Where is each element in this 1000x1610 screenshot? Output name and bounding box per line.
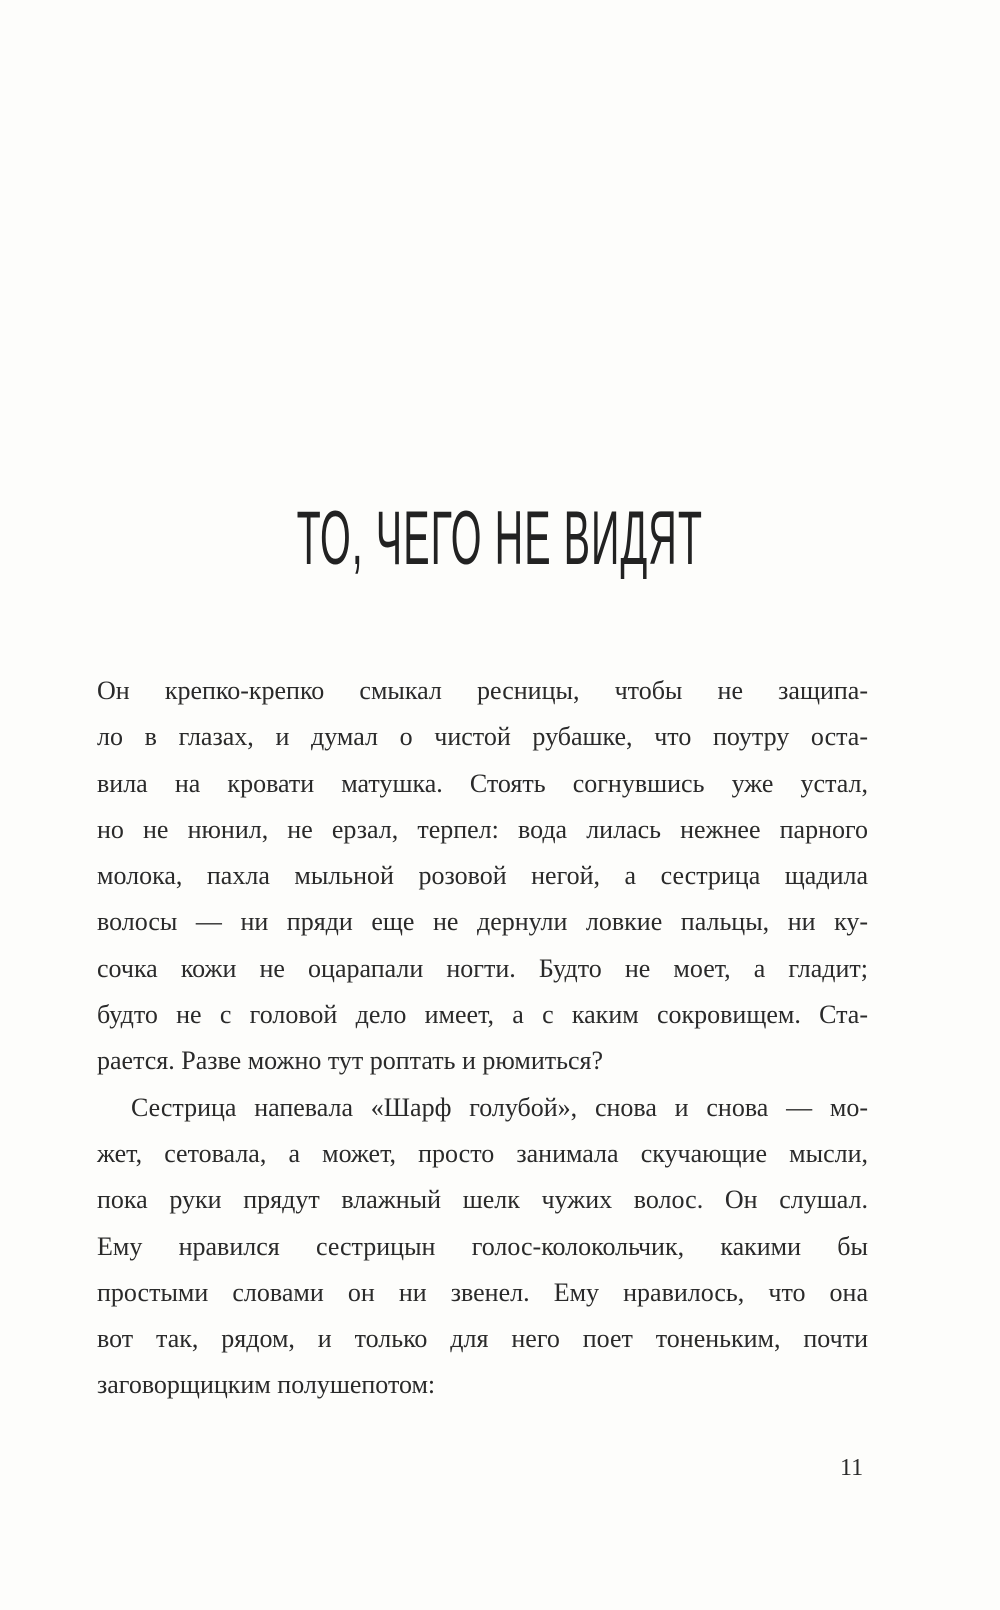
text-line: ло в глазах, и думал о чистой рубашке, что поутру оста- [97,722,868,752]
text-line: пока руки прядут влажный шелк чужих волос. Он слушал. [97,1185,868,1215]
body-text [97,668,868,1409]
text-line: Ему нравился сестрицын голос-колокольчик, какими бы [97,1231,868,1261]
text-line: будто не с головой дело имеет, а с каким сокровищем. Ста- [97,1000,868,1030]
text-line: волосы — ни пряди еще не дернули ловкие пальцы, ни ку- [97,907,868,937]
page-number: 11 [840,1455,864,1481]
text-line: Он крепко-крепко смыкал ресницы, чтобы не защипа- [97,676,868,705]
chapter-title-wrap [0,495,1000,582]
chapter-title: ТО, ЧЕГО НЕ ВИДЯТ [296,496,704,581]
text-line: жет, сетовала, а может, просто занимала скучающие мысли, [97,1138,868,1168]
paragraph [97,668,868,1085]
text-line: простыми словами он ни звенел. Ему нравилось, что она [97,1277,868,1307]
text-line: рается. Разве можно тут роптать и рюмиться? [97,1046,604,1076]
text-line: заговорщицким полушепотом: [97,1370,436,1400]
text-line: но не нюнил, не ерзал, терпел: вода лилась нежнее парного [97,814,868,844]
text-line: Сестрица напевала «Шарф голубой», снова и снова — мо- [131,1092,868,1122]
text-line: вот так, рядом, и только для него поет тоненьким, почти [97,1324,868,1354]
text-line: вила на кровати матушка. Стоять согнувшись уже устал, [97,768,868,798]
paragraph [97,1085,868,1409]
text-line: сочка кожи не оцарапали ногти. Будто не моет, а гладит; [97,953,868,983]
text-line: молока, пахла мыльной розовой негой, а сестрица щадила [97,861,868,891]
